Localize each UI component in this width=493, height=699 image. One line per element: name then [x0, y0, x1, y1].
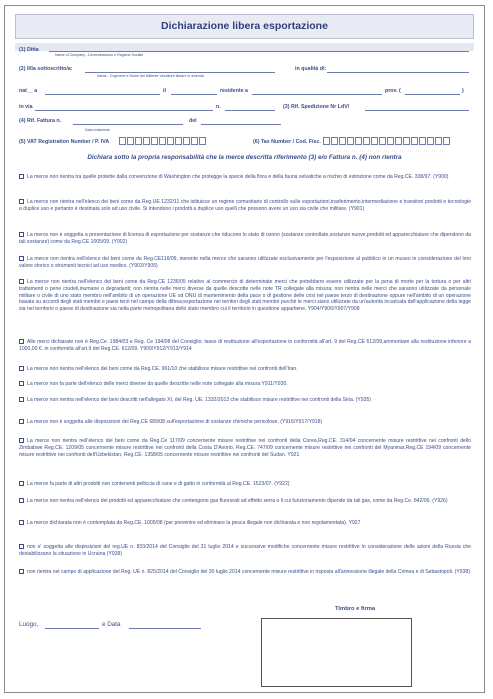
char-box[interactable] — [395, 137, 402, 145]
char-box[interactable] — [427, 137, 434, 145]
char-box[interactable] — [339, 137, 346, 145]
char-box[interactable] — [323, 137, 330, 145]
checkbox[interactable] — [19, 397, 24, 402]
checkbox[interactable] — [19, 520, 24, 525]
checkbox[interactable] — [19, 381, 24, 386]
char-box[interactable] — [167, 137, 174, 145]
list-item: La merce non rientra nell'elenco dei beni come da Reg.CE 1236/05 relativo al commercio di determinate merci che potrebbero essere utilizzate per la pena di morte per la tortura o per altri trattamenti o pene crudeli,inumane o degradanti; non rientra nelle merci diverse da quelle descritte nelle note TR collegate alla misura; non rientra nelle merci che saranno utilizzate da personale militare o civile di uno stato membro nell'ambito di un operazione UE od ONU di mantenimento della pace o di gestione delle crisi nel paese terzo di destinazione oppure nell'ambito di un operazione basata su accordi degli stati membri e paesi terzi nel campo della difesa;esportazione nei territori degli stati membri purchè le merci siano utilizzate da un'autorità incaricata dell'applicazione della legge sia nel territorio o paese di destinazione sia nella parte metropolitana dello stato membro cui il territorio in questione appartiene. Y904/Y906/Y907/Y908 — [19, 279, 471, 313]
char-box[interactable] — [419, 137, 426, 145]
residente-label: residente a — [220, 88, 248, 94]
nato-field[interactable] — [45, 94, 160, 95]
stamp-label: Timbro e firma — [335, 606, 376, 612]
char-box[interactable] — [183, 137, 190, 145]
char-box[interactable] — [151, 137, 158, 145]
checkbox[interactable] — [19, 256, 24, 261]
list-item: Alle merci dichiarate non è Reg.Ce. 1984/03 e Reg. Ce 194/08 del Consiglio; tasso di restituzione all'esportazione in conformità all'art. 9 del Reg.CE 612/09,ammontare alla restituzione inferiore a 1000,00 €. in conformità all'art.9 del Reg.CE. 612/09. Y909/Y912/Y913/Y914 — [19, 339, 471, 352]
tax-boxes[interactable] — [323, 137, 450, 145]
via-field[interactable] — [35, 110, 213, 111]
prov-close: ) — [462, 88, 464, 94]
date-field[interactable] — [129, 628, 201, 629]
list-item: La merce non è soggetta a presentazione di licenza di esportazione per sostanze che riducono lo stato di ozono (sostanze controllate,sostanze nuove,prodotti ed apparecchiature che dipendono da tali sostanze) come da Reg.CE 1005/09. (Y902) — [19, 232, 471, 245]
checkbox[interactable] — [19, 339, 24, 344]
place-label: Luogo, — [19, 621, 39, 628]
checkbox[interactable] — [19, 232, 24, 237]
ditta-field[interactable] — [49, 51, 469, 52]
checkbox[interactable] — [19, 279, 24, 284]
list-item: La merce non fa parte dell'elenco delle merci diverse da quelle descritte nelle note collegate alla misura Y911/Y930. — [19, 381, 471, 388]
vat-label: (5) VAT Registration Number / P. IVA — [19, 139, 110, 145]
char-box[interactable] — [143, 137, 150, 145]
il-label: il — [163, 88, 166, 94]
prov-label: prov. ( — [385, 88, 401, 94]
civic-number-field[interactable] — [225, 110, 275, 111]
ditta-label: (1) Ditta — [19, 47, 39, 53]
char-box[interactable] — [443, 137, 450, 145]
ditta-hint: Name of Company - Denominazione e Ragione Sociale — [55, 53, 144, 57]
char-box[interactable] — [355, 137, 362, 145]
char-box[interactable] — [403, 137, 410, 145]
char-box[interactable] — [387, 137, 394, 145]
char-box[interactable] — [159, 137, 166, 145]
residente-field[interactable] — [252, 94, 382, 95]
checkbox[interactable] — [19, 438, 24, 443]
char-box[interactable] — [371, 137, 378, 145]
qualita-field[interactable] — [327, 72, 469, 73]
fattura-label: (4) Rif. Fattura n. — [19, 118, 62, 124]
nato-label: nat__ a — [19, 88, 38, 94]
tax-label: (6) Tax Number / Cod. Fisc. — [253, 139, 321, 145]
char-box[interactable] — [191, 137, 198, 145]
char-box[interactable] — [379, 137, 386, 145]
checkbox[interactable] — [19, 174, 24, 179]
sottoscritto-field[interactable] — [85, 72, 275, 73]
char-box[interactable] — [347, 137, 354, 145]
checkbox[interactable] — [19, 419, 24, 424]
list-item: La merce non è soggetta alle disposizioni del Reg.CE 689/08 sull'esportazione di sostanze chimiche pericolose. (Y916/Y917/Y918) — [19, 419, 471, 426]
char-box[interactable] — [119, 137, 126, 145]
list-item: La merce non rientra tra quelle protette dalla convenzione di Washington che protegge la specie della flora e della fauna selvatiche a rischio di estinzione come da Reg.CE. 338/97. (Y900) — [19, 174, 471, 181]
list-item: La merce dichiarata non è contemplata da Reg.CE. 1005/08 (per prevenire ed eliminare la pesca illegale non dichiarata e non regolamentata). Y927 — [19, 520, 471, 527]
spedizione-label: (3) Rif. Spedizione Nr LdV/ — [283, 104, 350, 110]
char-box[interactable] — [127, 137, 134, 145]
sottoscritto-label: (2) Il/la sottoscritto/a: — [19, 66, 73, 72]
checkbox[interactable] — [19, 481, 24, 486]
list-item: La merce non rientra nell'elenco dei prodotti ed apparecchiature che contengono gas fluorurati ad effetto serra o il cui funzionamento dipende da tali gas, come da Reg.Ce. 842/06. (Y926) — [19, 498, 471, 505]
char-box[interactable] — [411, 137, 418, 145]
sottoscritto-hint: Name - Cognome e Nome del Mittente Venditore titolare in azienda — [97, 74, 204, 78]
char-box[interactable] — [435, 137, 442, 145]
civic-number-label: n. — [216, 104, 221, 110]
list-item: La merce non rientra nell'elenco dei beni come da Reg.CE. 961/10 che stabilisce misure restrittive nei confronti dell'Iran. — [19, 366, 471, 373]
list-item: La merce fa parte di altri prodotti non contenenti pelliccia di cane e di gatto in conformità al Reg.CE. 1523/07. (Y922) — [19, 481, 471, 488]
checkbox[interactable] — [19, 199, 24, 204]
date-label: e Data — [102, 621, 121, 628]
birth-date-field[interactable] — [171, 94, 217, 95]
fattura-date-field[interactable] — [201, 124, 281, 125]
list-item: La merce non rientra nell'elenco dei beni come da Reg.UE 1232/11 che istituisce un regime comunitario di controllo sulle esportazioni,trasferimento,intermediazione e transitori prodotti e tecnologie a duplice uso e pertanto è destinata solo ad uso civile. Si intendono i prodotti a duplice uso quelli che possono avere un uso sia civile che militare. (Y901) — [19, 199, 471, 212]
stamp-signature-box[interactable] — [261, 618, 412, 687]
place-field[interactable] — [45, 628, 99, 629]
data-emissione-hint: Data emissione — [85, 128, 110, 132]
declaration-form — [4, 5, 485, 693]
char-box[interactable] — [175, 137, 182, 145]
list-item: non rientra nel campo di applicazione del Reg. UE n. 825/2014 del Consiglio del 30 luglio 2014 concernente misure restrittive in risposta all'annessione illegale della Crimea e di Sebastopoli. (Y938) — [19, 569, 471, 576]
checkbox[interactable] — [19, 569, 24, 574]
char-box[interactable] — [199, 137, 206, 145]
fattura-del-label: del — [189, 118, 197, 124]
prov-field[interactable] — [405, 94, 460, 95]
char-box[interactable] — [363, 137, 370, 145]
declaration-statement: Dichiara sotto la propria responsabilità che la merce descritta riferimento (3) e/o Fattura n. (4) non rientra — [87, 154, 402, 161]
char-box[interactable] — [331, 137, 338, 145]
char-box[interactable] — [135, 137, 142, 145]
spedizione-field[interactable] — [365, 110, 469, 111]
checkbox[interactable] — [19, 366, 24, 371]
list-item: La merce non rientra nell'elenco dei beni come da Reg.CE116/09, inerente nella merce che saranno utilizzate esclusivamente per l'esposizione al pubblico in un museo in considerazione del loro valore storico o strumenti tecnici ad uso medico. (Y903/Y905) — [19, 256, 471, 269]
via-label: in via — [19, 104, 33, 110]
list-item: La merce non rientra nell'elenco dei beni descritti nell'allegato XI, del Reg. UE. 1332/2013 che stabilisce misure restrittive nei confronti della Siria. (Y935) — [19, 397, 471, 404]
qualita-label: in qualità di: — [295, 66, 327, 72]
header-band — [15, 43, 474, 51]
list-item: La merce non rientra nell'elenco dei beni come da Reg.Ce 117/09 concernente misure restrittive nei confronti della Corea,Reg.CE. 314/04 concernente misure restrittive nei confronti dello Zimbabwe Reg.CE. 1209/05 concernente misure restrittive nei confronti della Costa D'Avorio, Reg.CE. 747/09 concernente misure restrittive nei confronti del Myanmar,Reg.CE 194/09 concernente misure restrittive nei confronti dell'Uzbekistan, Reg.CE. 1358/05 concernente misure restrittive nei confronti del Sudan. Y921 — [19, 438, 471, 458]
form-title: Dichiarazione libera esportazione — [15, 14, 474, 39]
fattura-field[interactable] — [73, 124, 183, 125]
vat-boxes[interactable] — [119, 137, 206, 145]
checkbox[interactable] — [19, 498, 24, 503]
checkbox[interactable] — [19, 544, 24, 549]
list-item: non e' soggetta alle disposizioni del reg.UE n. 833/2014 del Consiglio del 31 luglio 2014 e successive modifiche concernente misure restrittive in considerazione delle azioni della Russia che destabilizzano la situazione in Ucraina (Y939) — [19, 544, 471, 557]
